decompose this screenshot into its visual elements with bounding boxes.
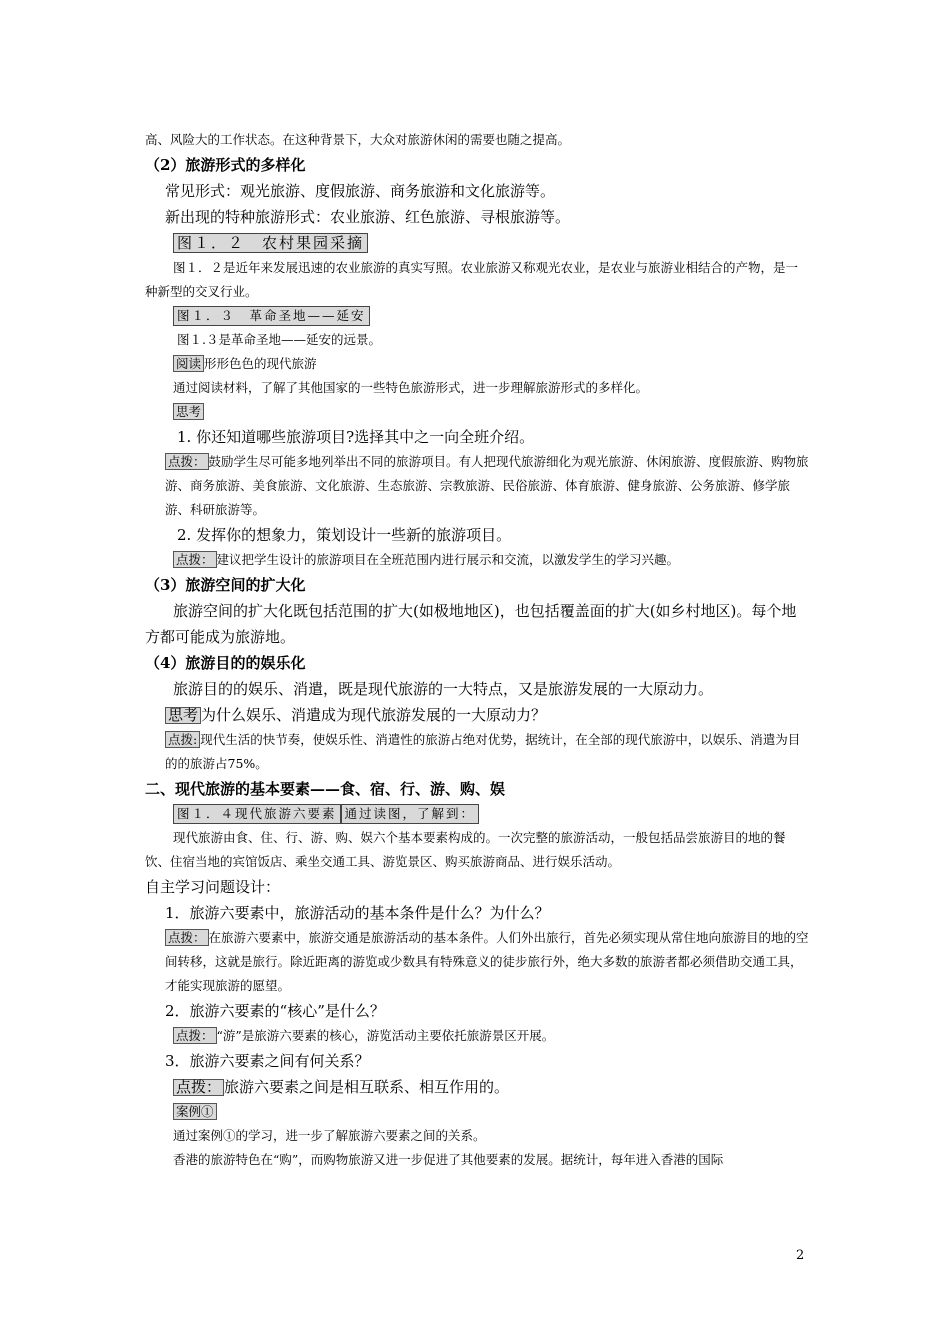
tip-tag: 点拨：	[165, 453, 209, 470]
tip-tag: 点拨：	[165, 929, 209, 946]
paragraph: 通过案例①的学习，进一步了解旅游六要素之间的关系。	[173, 1128, 486, 1143]
tip-paragraph: 点拨： 鼓励学生尽可能多地列举出不同的旅游项目。有人把现代旅游细化为观光旅游、休闲旅游、度假旅游、购物旅游、商务旅游、美食旅游、文化旅游、生态旅游、宗教旅游、民俗旅游、体育旅游、健身旅游、公务旅游、修学旅游、科研旅游等。	[165, 454, 809, 517]
paragraph: 香港的旅游特色在“购”，而购物旅游又进一步促进了其他要素的发展。据统计，每年进入香港的国际	[173, 1152, 724, 1167]
paragraph: 自主学习问题设计：	[145, 878, 281, 896]
paragraph: 阅读 形形色色的现代旅游	[145, 352, 810, 376]
tip-tag: 点拨：	[173, 551, 217, 568]
page-number: 2	[796, 1248, 805, 1263]
question: 1. 你还知道哪些旅游项目?选择其中之一向全班介绍。	[177, 428, 535, 446]
paragraph: 思考 为什么娱乐、消遣成为现代旅游发展的一大原动力？	[145, 702, 810, 728]
question: 2．旅游六要素的“核心”是什么？	[165, 1002, 385, 1020]
paragraph: 常见形式：观光旅游、度假旅游、商务旅游和文化旅游等。	[165, 182, 556, 200]
tip-paragraph: 点拨： 在旅游六要素中，旅游交通是旅游活动的基本条件。人们外出旅行，首先必须实现从常住地向旅游目的地的空间转移，这就是旅行。除近距离的游览或少数具有特殊意义的徒步旅行外，绝大多数的旅游者都必须借助交通工具，才能实现旅游的愿望。	[165, 930, 809, 993]
section-heading: （4）旅游目的的娱乐化	[145, 654, 306, 672]
question: 1．旅游六要素中，旅游活动的基本条件是什么？为什么？	[165, 904, 550, 922]
think-tag: 思考	[173, 403, 204, 420]
reading-tag: 阅读	[173, 355, 204, 372]
paragraph: 图１．２是近年来发展迅速的农业旅游的真实写照。农业旅游又称观光农业，是农业与旅游业相结合的产物，是一种新型的交叉行业。	[145, 260, 799, 299]
tip-tag: 点拨：	[173, 1027, 217, 1044]
think-tag: 思考	[165, 707, 201, 724]
tip-tag: 点拨:	[165, 731, 200, 748]
paragraph: 新出现的特种旅游形式：农业旅游、红色旅游、寻根旅游等。	[165, 208, 571, 226]
figure-caption: 图１．２ 农村果园采摘	[173, 233, 368, 253]
section-heading: （2）旅游形式的多样化	[145, 156, 306, 174]
document-body	[145, 128, 810, 1172]
tip-paragraph: 点拨： “游”是旅游六要素的核心，游览活动主要依托旅游景区开展。	[145, 1024, 810, 1048]
tip-tag: 点拨：	[173, 1079, 224, 1096]
tip-paragraph: 点拨： 旅游六要素之间是相互联系、相互作用的。	[145, 1074, 810, 1100]
figure-caption: 图１．４现代旅游六要素	[173, 804, 341, 824]
paragraph: 图１.３是革命圣地——延安的远景。	[177, 332, 381, 347]
paragraph: 旅游空间的扩大化既包括范围的扩大(如极地地区)，也包括覆盖面的扩大(如乡村地区)。每个地方都可能成为旅游地。	[145, 602, 797, 646]
paragraph: 图１．４现代旅游六要素 通过读图，了解到：	[145, 802, 810, 826]
paragraph: 高、风险大的工作状态。在这种背景下，大众对旅游休闲的需要也随之提高。	[145, 132, 571, 147]
case-tag: 案例①	[173, 1103, 217, 1120]
tip-paragraph: 点拨: 现代生活的快节奏，使娱乐性、消遣性的旅游占绝对优势，据统计，在全部的现代旅游中，以娱乐、消遣为目的的旅游占75%。	[165, 732, 801, 771]
paragraph: 现代旅游由食、住、行、游、购、娱六个基本要素构成的。一次完整的旅游活动，一般包括品尝旅游目的地的餐饮、住宿当地的宾馆饭店、乘坐交通工具、游览景区、购买旅游商品、进行娱乐活动。	[145, 830, 786, 869]
figure-caption: 图１．３ 革命圣地——延安	[173, 306, 370, 326]
paragraph: 通过阅读材料，了解了其他国家的一些特色旅游形式，进一步理解旅游形式的多样化。	[173, 380, 649, 395]
tip-paragraph: 点拨： 建议把学生设计的旅游项目在全班范围内进行展示和交流，以激发学生的学习兴趣。	[145, 548, 810, 572]
section-heading: （3）旅游空间的扩大化	[145, 576, 306, 594]
question: 3．旅游六要素之间有何关系？	[165, 1052, 370, 1070]
question: 2. 发挥你的想象力，策划设计一些新的旅游项目。	[177, 526, 512, 544]
paragraph: 旅游目的的娱乐、消遣，既是现代旅游的一大特点，又是旅游发展的一大原动力。	[173, 680, 714, 698]
section-heading: 二、现代旅游的基本要素——食、宿、行、游、购、娱	[145, 780, 506, 798]
